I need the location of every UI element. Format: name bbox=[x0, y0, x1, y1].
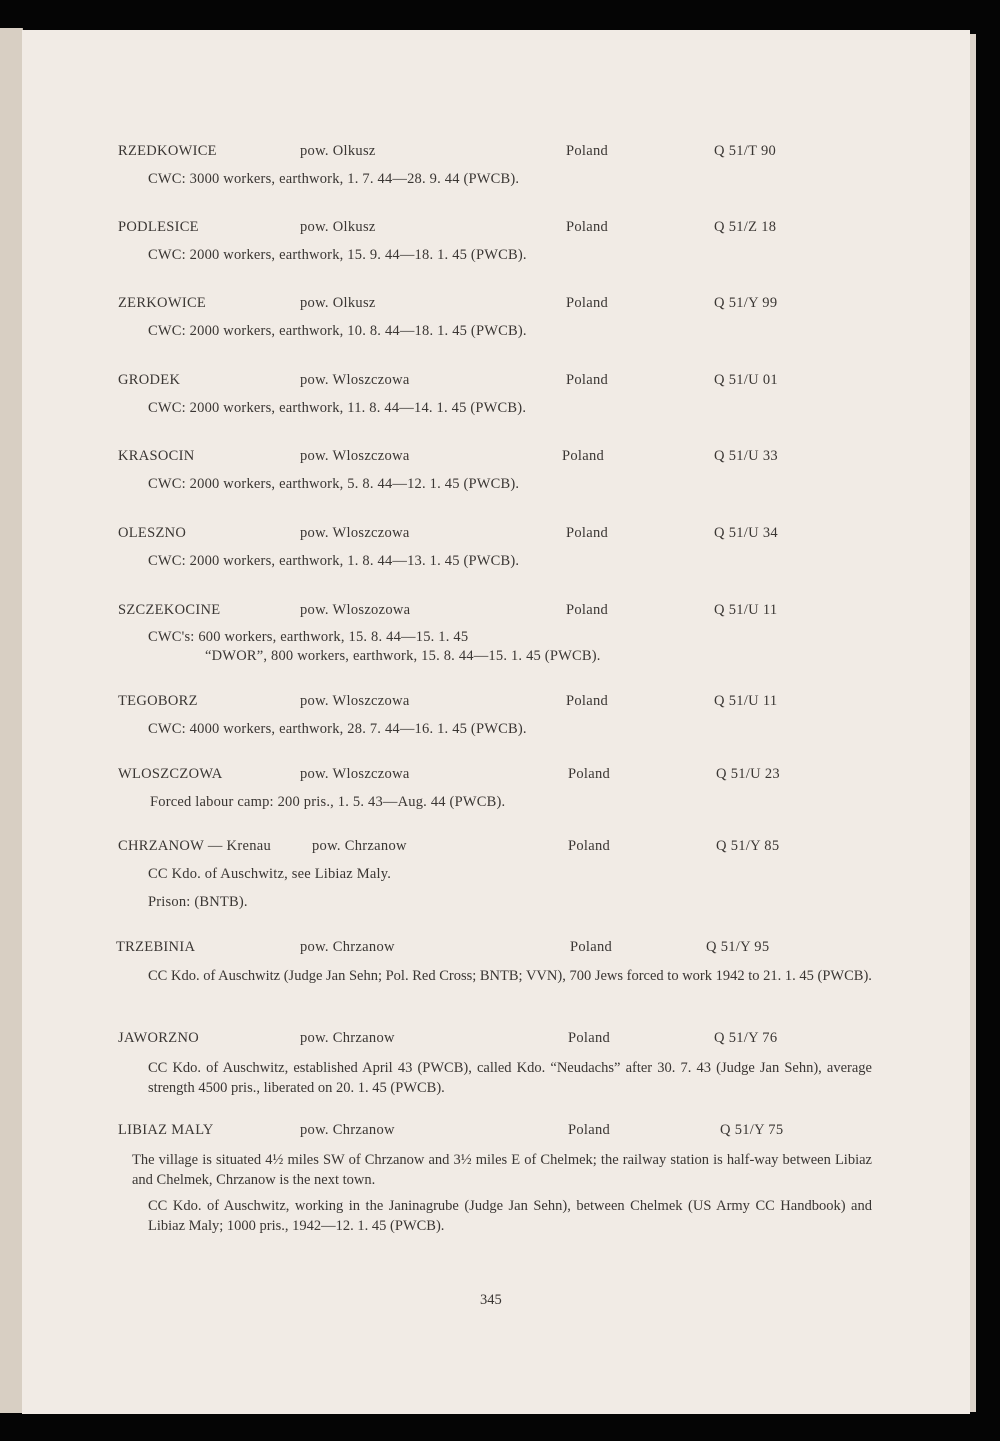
entry-district: pow. Chrzanow bbox=[312, 838, 407, 854]
entry-place: LIBIAZ MALY bbox=[118, 1122, 214, 1138]
entry-detail: CWC: 2000 workers, earthwork, 15. 9. 44—18. 1. 45 (PWCB). bbox=[148, 247, 527, 263]
entry-grid-ref: Q 51/T 90 bbox=[714, 143, 777, 159]
entry-district: pow. Chrzanow bbox=[300, 1122, 395, 1138]
entry-paragraph bbox=[148, 1058, 872, 1098]
entry-paragraph-text: The village is situated 4½ miles SW of Chrzanow and 3½ miles E of Chelmek; the railway station is half-way between Libiaz and Chelmek, Chrzanow is the next town. bbox=[132, 1152, 872, 1188]
entry-grid-ref: Q 51/U 01 bbox=[714, 372, 778, 388]
entry-detail: CWC: 2000 workers, earthwork, 10. 8. 44—18. 1. 45 (PWCB). bbox=[148, 323, 527, 339]
entry-detail: Forced labour camp: 200 pris., 1. 5. 43—Aug. 44 (PWCB). bbox=[150, 794, 506, 810]
entry-detail: CWC: 2000 workers, earthwork, 5. 8. 44—12. 1. 45 (PWCB). bbox=[148, 476, 520, 492]
entry-paragraph-text: CC Kdo. of Auschwitz, working in the Janinagrube (Judge Jan Sehn), between Chelmek (US Army CC Handbook) and Libiaz Maly; 1000 pris., 1942—12. 1. 45 (PWCB). bbox=[148, 1198, 872, 1234]
entry-detail: CWC: 2000 workers, earthwork, 1. 8. 44—13. 1. 45 (PWCB). bbox=[148, 553, 520, 569]
entry-district: pow. Chrzanow bbox=[300, 1030, 395, 1046]
entry-paragraph bbox=[132, 1150, 872, 1190]
entry-country: Poland bbox=[566, 295, 609, 311]
entry-district: pow. Wloszozowa bbox=[300, 602, 411, 618]
entry-place: CHRZANOW — Krenau bbox=[118, 838, 272, 854]
entry-country: Poland bbox=[568, 766, 611, 782]
entry-paragraph-text: CC Kdo. of Auschwitz, established April 43 (PWCB), called Kdo. “Neudachs” after 30. 7. 43 (Judge Jan Sehn), average strength 4500 pris., liberated on 20. 1. 45 (PWCB). bbox=[148, 1060, 872, 1096]
entry-place: RZEDKOWICE bbox=[118, 143, 217, 159]
entry-grid-ref: Q 51/U 33 bbox=[714, 448, 778, 464]
entry-country: Poland bbox=[570, 939, 613, 955]
entry-district: pow. Olkusz bbox=[300, 295, 376, 311]
entry-country: Poland bbox=[566, 219, 609, 235]
entry-detail: “DWOR”, 800 workers, earthwork, 15. 8. 44—15. 1. 45 (PWCB). bbox=[205, 648, 601, 664]
entry-country: Poland bbox=[566, 602, 609, 618]
entry-district: pow. Chrzanow bbox=[300, 939, 395, 955]
entry-district: pow. Olkusz bbox=[300, 143, 376, 159]
entry-grid-ref: Q 51/U 23 bbox=[716, 766, 780, 782]
entry-district: pow. Wloszczowa bbox=[300, 448, 410, 464]
entry-district: pow. Olkusz bbox=[300, 219, 376, 235]
entry-place: ZERKOWICE bbox=[118, 295, 207, 311]
entry-place: WLOSZCZOWA bbox=[118, 766, 223, 782]
entry-grid-ref: Q 51/Y 95 bbox=[706, 939, 770, 955]
entry-country: Poland bbox=[566, 693, 609, 709]
book-spine bbox=[0, 28, 23, 1413]
entry-district: pow. Wloszczowa bbox=[300, 372, 410, 388]
entry-place: GRODEK bbox=[118, 372, 181, 388]
entry-detail: CWC: 4000 workers, earthwork, 28. 7. 44—16. 1. 45 (PWCB). bbox=[148, 721, 527, 737]
entry-grid-ref: Q 51/Y 99 bbox=[714, 295, 778, 311]
entry-place: TRZEBINIA bbox=[116, 939, 196, 955]
entry-detail: Prison: (BNTB). bbox=[148, 894, 248, 910]
entry-country: Poland bbox=[568, 1122, 611, 1138]
entry-country: Poland bbox=[566, 143, 609, 159]
entry-district: pow. Wloszczowa bbox=[300, 766, 410, 782]
entry-place: OLESZNO bbox=[118, 525, 187, 541]
entry-country: Poland bbox=[568, 1030, 611, 1046]
entry-grid-ref: Q 51/Y 85 bbox=[716, 838, 780, 854]
entry-grid-ref: Q 51/Y 75 bbox=[720, 1122, 784, 1138]
entry-detail: CC Kdo. of Auschwitz, see Libiaz Maly. bbox=[148, 866, 392, 882]
entry-paragraph bbox=[148, 966, 872, 986]
entry-detail: CWC: 2000 workers, earthwork, 11. 8. 44—14. 1. 45 (PWCB). bbox=[148, 400, 527, 416]
entry-country: Poland bbox=[566, 525, 609, 541]
entry-place: TEGOBORZ bbox=[118, 693, 198, 709]
entry-paragraph-text: CC Kdo. of Auschwitz (Judge Jan Sehn; Pol. Red Cross; BNTB; VVN), 700 Jews forced to work 1942 to 21. 1. 45 (PWCB). bbox=[148, 968, 872, 984]
entry-detail: CWC: 3000 workers, earthwork, 1. 7. 44—28. 9. 44 (PWCB). bbox=[148, 171, 520, 187]
entry-grid-ref: Q 51/Z 18 bbox=[714, 219, 777, 235]
entry-paragraph bbox=[148, 1196, 872, 1236]
entry-grid-ref: Q 51/U 11 bbox=[714, 693, 778, 709]
entry-place: JAWORZNO bbox=[118, 1030, 199, 1046]
entry-district: pow. Wloszczowa bbox=[300, 693, 410, 709]
entry-grid-ref: Q 51/U 34 bbox=[714, 525, 778, 541]
entry-place: KRASOCIN bbox=[118, 448, 195, 464]
entry-district: pow. Wloszczowa bbox=[300, 525, 410, 541]
entry-place: SZCZEKOCINE bbox=[118, 602, 221, 618]
page-number: 345 bbox=[480, 1292, 502, 1308]
entry-detail: CWC's: 600 workers, earthwork, 15. 8. 44—15. 1. 45 bbox=[148, 629, 469, 645]
entry-country: Poland bbox=[562, 448, 605, 464]
entry-country: Poland bbox=[568, 838, 611, 854]
entry-grid-ref: Q 51/Y 76 bbox=[714, 1030, 778, 1046]
entry-country: Poland bbox=[566, 372, 609, 388]
entry-place: PODLESICE bbox=[118, 219, 199, 235]
entry-grid-ref: Q 51/U 11 bbox=[714, 602, 778, 618]
